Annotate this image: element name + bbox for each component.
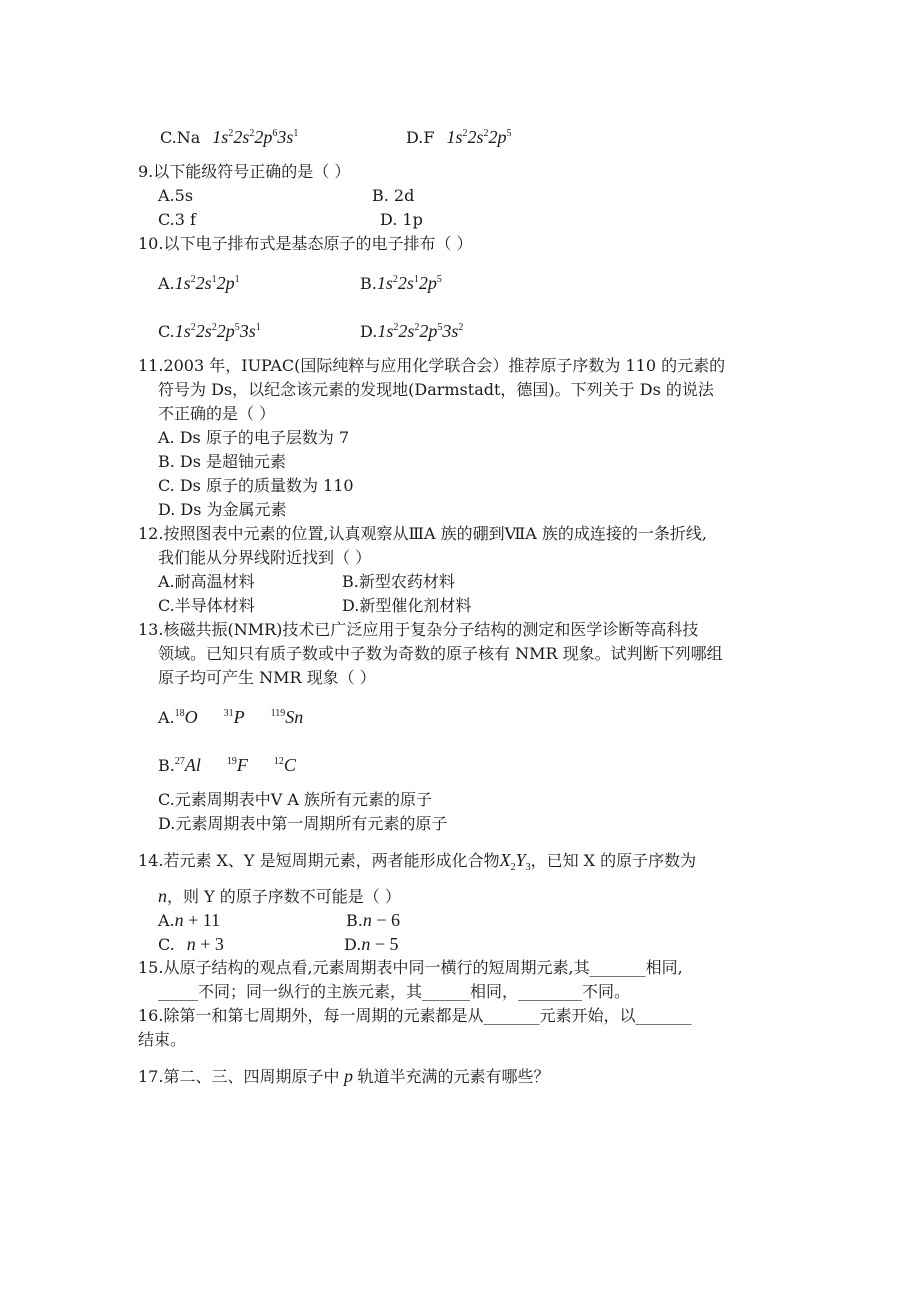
q10-option-d: $D.1s^22s^22p^53s^2$ xyxy=(360,321,464,341)
q14-option-c: C. n + 3 xyxy=(158,934,224,954)
q11-option-b: B. Ds 是超铀元素 xyxy=(158,452,287,471)
q13-line-2: 领域。已知只有质子数或中子数为奇数的原子核有 NMR 现象。试判断下列哪组 xyxy=(158,644,723,663)
q9-stem: 9.以下能级符号正确的是（ ） xyxy=(138,162,351,181)
q13-option-a-formula: $^{18}$O $^{31}$P $^{119}$Sn xyxy=(174,707,304,727)
q16-line-1: 16.除第一和第七周期外，每一周期的元素都是从_______元素开始，以_______ xyxy=(138,1006,692,1025)
q12-line-2: 我们能从分界线附近找到（ ） xyxy=(158,548,372,567)
q14-option-b-expr: n xyxy=(362,910,372,930)
q10-option-c: $C.1s^22s^22p^53s^1$ xyxy=(158,321,261,341)
q8-option-d-formula: $1s^22s^22p^5$ xyxy=(446,127,512,147)
q14-option-c-expr: n xyxy=(186,934,196,954)
q12-option-b: B.新型农药材料 xyxy=(342,572,455,591)
q14-line-2: n，则 Y 的原子序数不可能是（ ） xyxy=(158,886,401,906)
q14-option-b: B.n − 6 xyxy=(346,910,400,930)
q10-option-a-formula: $1s^22s^12p^1$ xyxy=(174,273,240,293)
q14-option-d-expr: n xyxy=(361,934,371,954)
q13-option-b-formula: $^{27}$Al $^{19}$F $^{12}$C xyxy=(174,755,296,775)
q12-option-a: A.耐高温材料 xyxy=(158,572,255,591)
q14-line-1: 14.若元素 X、Y 是短周期元素，两者能形成化合物$X_2Y_3$，已知 X 的原子序数为 xyxy=(138,850,697,873)
q14-variable-n: n xyxy=(158,886,167,906)
q16-line-2: 结束。 xyxy=(138,1030,187,1049)
q10-option-d-formula: $1s^22s^22p^53s^2$ xyxy=(377,321,464,341)
q10-option-b: $B.1s^22s^12p^5$ xyxy=(360,273,442,293)
q14-compound-formula: $X_2Y_3$ xyxy=(499,850,531,873)
q12-option-d: D.新型催化剂材料 xyxy=(342,596,472,615)
q8-option-d: D.F $1s^22s^22p^5$ xyxy=(406,127,512,147)
q11-option-d: D. Ds 为金属元素 xyxy=(158,500,287,519)
q9-option-a: A.5s xyxy=(158,186,194,205)
q12-line-1: 12.按照图表中元素的位置,认真观察从ⅢA 族的硼到ⅦA 族的成连接的一条折线, xyxy=(138,524,707,543)
q13-line-3: 原子均可产生 NMR 现象（ ） xyxy=(158,668,376,687)
q14-option-a: A.n + 11 xyxy=(158,910,221,930)
q13-option-a: A.$^{18}$O $^{31}$P $^{119}$Sn xyxy=(158,707,304,727)
q14-option-d: D.n − 5 xyxy=(344,934,399,954)
q8-option-c: C.Na $1s^22s^22p^63s^1$ xyxy=(160,127,299,147)
q17-variable-p: p xyxy=(339,1066,358,1086)
q9-option-d: D. 1p xyxy=(380,210,423,229)
q13-line-1: 13.核磁共振(NMR)技术已广泛应用于复杂分子结构的测定和医学诊断等高科技 xyxy=(138,620,699,639)
q11-option-a: A. Ds 原子的电子层数为 7 xyxy=(158,428,350,447)
q10-option-a: $A.1s^22s^12p^1$ xyxy=(158,273,240,293)
q13-option-c: C.元素周期表中Ⅴ A 族所有元素的原子 xyxy=(158,790,433,809)
q9-option-c: C.3 f xyxy=(158,210,196,229)
q10-option-c-formula: $1s^22s^22p^53s^1$ xyxy=(174,321,261,341)
q15-line-1: 15.从原子结构的观点看,元素周期表中同一横行的短周期元素,其_______相同, xyxy=(138,958,683,977)
q14-option-a-expr: n xyxy=(174,910,184,930)
q11-line-1: 11.2003 年，IUPAC(国际纯粹与应用化学联合会）推荐原子序数为 110 的元素的 xyxy=(138,356,726,375)
q13-option-d: D.元素周期表中第一周期所有元素的原子 xyxy=(158,814,448,833)
q15-line-2: _____不同；同一纵行的主族元素，其______相同，________不同。 xyxy=(158,982,631,1001)
q10-option-b-formula: $1s^22s^12p^5$ xyxy=(376,273,442,293)
q12-option-c: C.半导体材料 xyxy=(158,596,255,615)
q10-stem: 10.以下电子排布式是基态原子的电子排布（ ） xyxy=(138,234,473,253)
q17-line: 17.第二、三、四周期原子中 p 轨道半充满的元素有哪些？ xyxy=(138,1066,550,1086)
q13-option-b: B.$^{27}$Al $^{19}$F $^{12}$C xyxy=(158,755,296,775)
q11-line-2: 符号为 Ds，以纪念该元素的发现地(Darmstadt，德国)。下列关于 Ds 的说法 xyxy=(158,380,714,399)
q9-option-b: B. 2d xyxy=(372,186,415,205)
q8-option-c-formula: $1s^22s^22p^63s^1$ xyxy=(212,127,299,147)
q11-line-3: 不正确的是（ ） xyxy=(158,404,276,423)
q11-option-c: C. Ds 原子的质量数为 110 xyxy=(158,476,354,495)
